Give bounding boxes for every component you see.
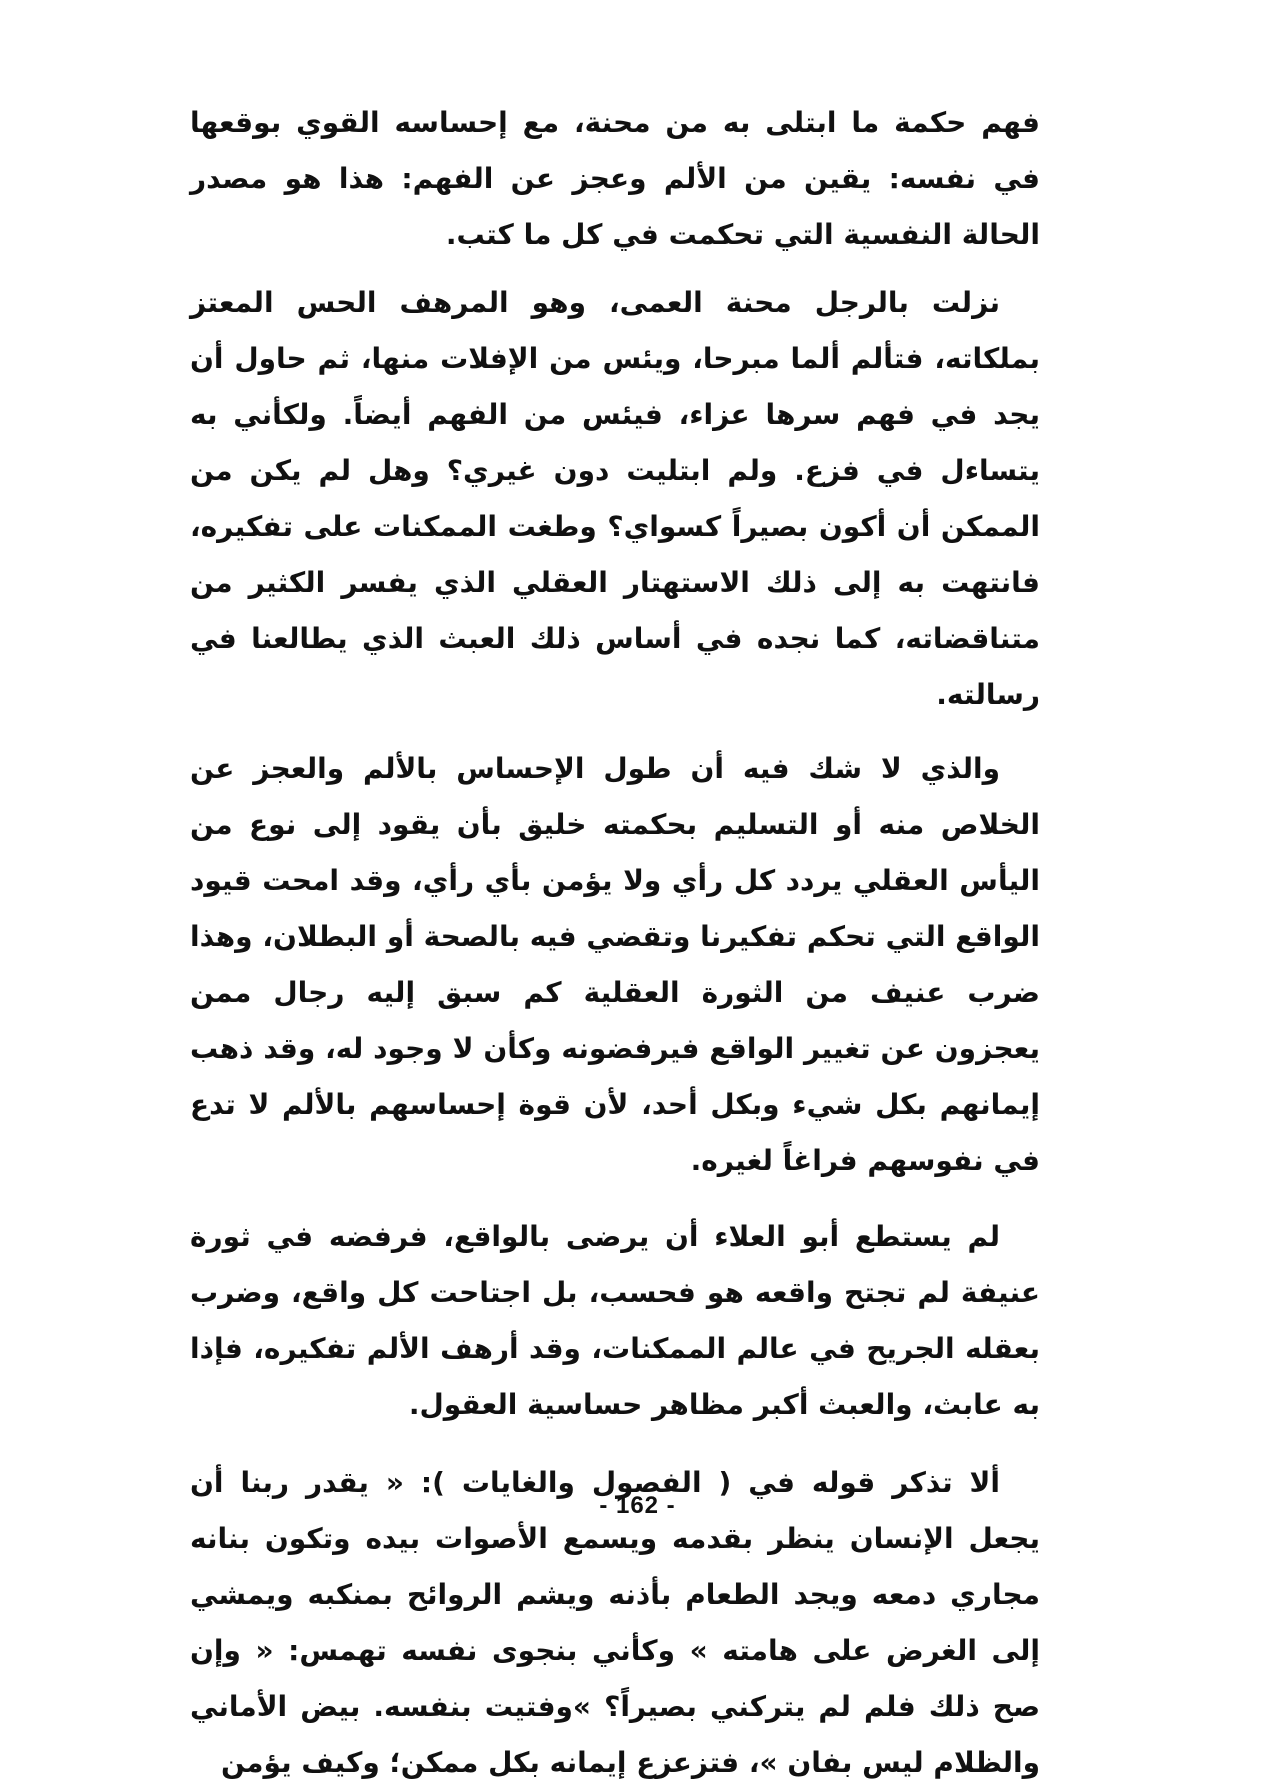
body-text bbox=[190, 95, 1040, 1791]
paragraph-2: نزلت بالرجل محنة العمى، وهو المرهف الحس المعتز بملكاته، فتألم ألما مبرحا، ويئس من الإفلات منها، ثم حاول أن يجد في فهم سرها عزاء، فيئس من الفهم أيضاً. ولكأني به يتساءل في فزع. ولم ابتليت دون غيري؟ وهل لم يكن من الممكن أن أكون بصيراً كسواي؟ وطغت الممكنات على تفكيره، فانتهت به إلى ذلك الاستهتار العقلي الذي يفسر الكثير من متناقضاته، كما نجده في أساس ذلك العبث الذي يطالعنا في رسالته. bbox=[190, 286, 1040, 711]
paragraph-3: والذي لا شك فيه أن طول الإحساس بالألم والعجز عن الخلاص منه أو التسليم بحكمته خليق بأن يقود إلى نوع من اليأس العقلي يردد كل رأي ولا يؤمن بأي رأي، وقد امحت قيود الواقع التي تحكم تفكيرنا وتقضي فيه بالصحة أو البطلان، وهذا ضرب عنيف من الثورة العقلية كم سبق إليه رجال ممن يعجزون عن تغيير الواقع فيرفضونه وكأن لا وجود له، وقد ذهب إيمانهم بكل شيء وبكل أحد، لأن قوة إحساسهم بالألم لا تدع في نفوسهم فراغاً لغيره. bbox=[190, 752, 1040, 1177]
page-number: - 162 - bbox=[599, 1492, 676, 1519]
paragraph-4: لم يستطع أبو العلاء أن يرضى بالواقع، فرفضه في ثورة عنيفة لم تجتح واقعه هو فحسب، بل اجتاحت كل واقع، وضرب بعقله الجريح في عالم الممكنات، وقد أرهف الألم تفكيره، فإذا به عابث، والعبث أكبر مظاهر حساسية العقول. bbox=[190, 1220, 1040, 1421]
paragraph-5: ألا تذكر قوله في ( الفصول والغايات ): « يقدر ربنا أن يجعل الإنسان ينظر بقدمه ويسمع الأصوات بيده وتكون بنانه مجاري دمعه ويجد الطعام بأذنه ويشم الروائح بمنكبه ويمشي إلى الغرض على هامته » وكأني بنجوى نفسه تهمس: « وإن صح ذلك فلم لم يتركني بصيراً؟ »وفتيت بنفسه. بيض الأماني والظلام ليس بفان »، فتزعزع إيمانه بكل ممكن؛ وكيف يؤمن bbox=[190, 1466, 1040, 1779]
paragraph-1: فهم حكمة ما ابتلى به من محنة، مع إحساسه القوي بوقعها في نفسه: يقين من الألم وعجز عن الفهم: هذا هو مصدر الحالة النفسية التي تحكمت في كل ما كتب. bbox=[190, 106, 1040, 251]
